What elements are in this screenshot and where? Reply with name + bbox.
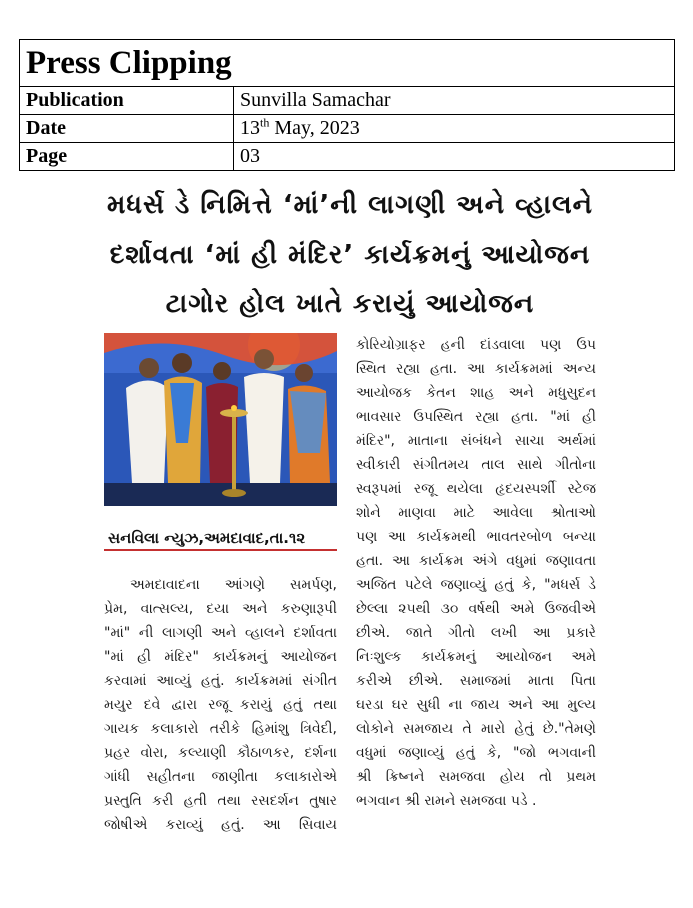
body-line: સ્થિત રહ્યા હતા. આ કાર્યક્રમમાં અન્ય xyxy=(356,361,596,377)
event-photo-illustration xyxy=(104,333,337,506)
publication-label: Publication xyxy=(20,87,234,115)
body-line: છેલ્લા ૨૫થી ૩૦ વર્ષથી અમે ઉજવીએ xyxy=(356,601,596,617)
headline-line-3: ટાગોર હોલ ખાતે કરાયું આયોજન xyxy=(165,289,535,319)
body-line: "માં હી મંદિર" કાર્યક્રમનું આયોજન xyxy=(104,649,337,665)
clipping-header-table xyxy=(19,39,675,171)
body-line: છીએ. જાતે ગીતો લખી આ પ્રકારે xyxy=(356,625,596,641)
body-line: ઘરડા ઘર સુધી ના જાય અને આ મુલ્ય xyxy=(356,697,596,713)
page-value: 03 xyxy=(234,143,675,171)
body-line: અજિત પટેલે જણાવ્યું હતું કે, "મધર્સ ડે xyxy=(356,577,596,593)
guest-figure xyxy=(244,373,284,483)
event-photo xyxy=(104,333,337,506)
body-line: ગાંધી સહીતના જાણીતા કલાકારોએ xyxy=(104,769,337,785)
body-line: કરીએ છીએ. સમાજમાં માતા પિતા xyxy=(356,673,596,689)
body-line: સ્વીકારી સંગીતમય તાલ સાથે ગીતોના xyxy=(356,457,596,473)
article-left-column xyxy=(104,573,337,837)
body-line: મયુર દવે દ્વારા રજૂ કરાયું હતું તથા xyxy=(104,697,337,713)
article-right-column xyxy=(356,333,596,813)
body-line: શ્રી ક્રિષ્નને સમજવા હોય તો પ્રથમ xyxy=(356,769,596,785)
body-line: કોરિયોગ્રાફર હની દાંડવાલા પણ ઉપ xyxy=(356,337,596,353)
body-line: મંદિર", માતાના સંબંધને સાચા અર્થમાં xyxy=(356,433,596,449)
brass-lamp xyxy=(232,413,236,493)
date-day: 13 xyxy=(240,117,260,139)
guest-figure xyxy=(126,381,168,484)
body-line: પ્રસ્તુતિ કરી હતી તથા રસદર્શન તુષાર xyxy=(104,793,337,809)
clipping-title: Press Clipping xyxy=(20,40,675,87)
body-line: લોકોને સમજાય તે મારો હેતું છે."તેમણે xyxy=(356,721,596,737)
body-line: કરવામાં આવ્યું હતું. કાર્યક્રમમાં સંગીત xyxy=(104,673,337,689)
body-line: જોષીએ કરાવ્યું હતું. આ સિવાય xyxy=(104,817,337,833)
publication-value: Sunvilla Samachar xyxy=(234,87,675,115)
body-line: વધુમાં જણાવ્યું હતું કે, "જો ભગવાની xyxy=(356,745,596,761)
date-suffix: th xyxy=(260,115,270,130)
page-label: Page xyxy=(20,143,234,171)
date-label: Date xyxy=(20,115,234,143)
body-line: નિઃશુલ્ક કાર્યક્રમનું આયોજન અમે xyxy=(356,649,596,665)
body-line: અમદાવાદના આંગણે સમર્પણ, xyxy=(130,577,337,593)
body-line: હતા. આ કાર્યક્રમ અંગે વધુમાં જણાવતા xyxy=(356,553,596,569)
date-value xyxy=(234,115,675,143)
headline-line-1: મધર્સ ડે નિમિત્તે ‘માં’ની લાગણી અને વ્હાલને xyxy=(106,190,593,220)
body-line: પણ આ કાર્યક્રમથી ભાવતરબોળ બન્યા xyxy=(356,529,596,545)
body-line: ગાયક કલાકારો તરીકે હિમાંશુ ત્રિવેદી, xyxy=(104,721,337,737)
body-line: પ્રેમ, વાત્સલ્ય, દયા અને કરુણારૂપી xyxy=(104,601,337,617)
body-line: આયોજક કેતન શાહ અને મધુસુદન xyxy=(356,385,596,401)
body-line: ભાવસાર ઉપસ્થિત રહ્યા હતા. "માં હી xyxy=(356,409,596,425)
date-month-year: May, 2023 xyxy=(269,117,360,139)
body-line: પ્રહર વોરા, કલ્યાણી કૌઠાળકર, દર્શના xyxy=(104,745,337,761)
headline-line-2: દર્શાવતા ‘માં હી મંદિર’ કાર્યક્રમનું આયોજન xyxy=(109,240,591,270)
byline-rule xyxy=(104,549,337,551)
body-line: "માં" ની લાગણી અને વ્હાલને દર્શાવતા xyxy=(104,625,337,641)
body-line: ભગવાન શ્રી રામને સમજવા પડે . xyxy=(356,793,537,809)
body-line: શોને માણવા માટે આવેલા શ્રોતાઓ xyxy=(356,505,596,521)
body-line: સ્વરૂપમાં રજૂ થયેલા હૃદયસ્પર્શી સ્ટેજ xyxy=(356,481,596,497)
article-byline: સનવિલા ન્યુઝ,અમદાવાદ,તા.૧૨ xyxy=(108,529,306,547)
